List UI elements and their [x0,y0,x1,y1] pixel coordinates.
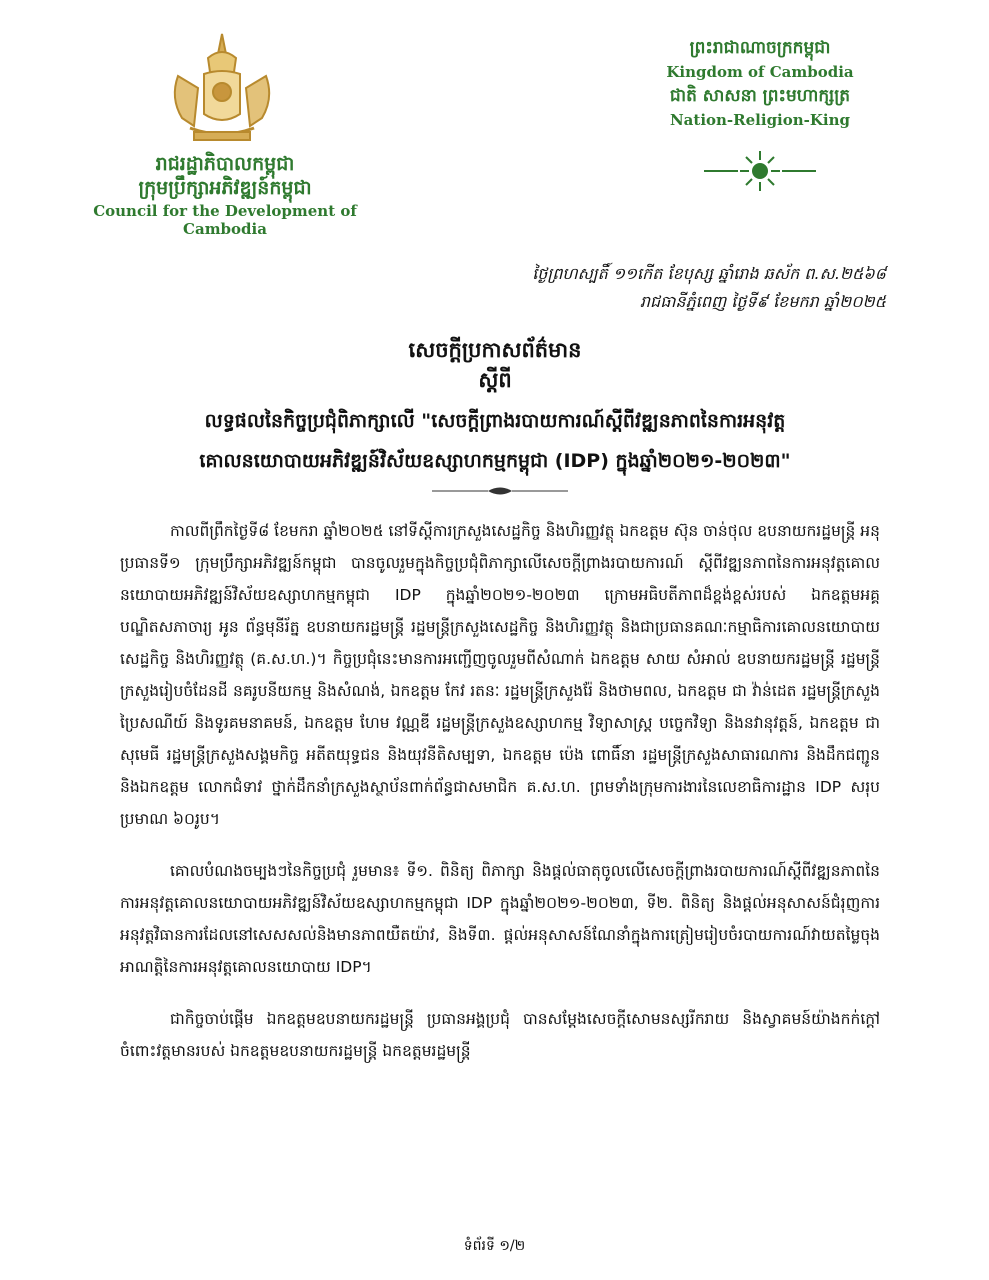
title-press-release: សេចក្តីប្រកាសព័ត៌មាន [408,338,582,362]
council-name-km: ក្រុមប្រឹក្សាអភិវឌ្ឍន៍កម្ពុជា [138,177,312,199]
title-regarding: ស្តីពី [478,368,512,392]
council-name-en: Council for the Development of Cambodia [93,202,357,238]
royal-coat-of-arms-emblem [160,28,284,146]
kingdom-name-en: Kingdom of Cambodia [666,63,854,81]
ornamental-divider [430,484,570,498]
issuer-header [60,152,390,238]
document-title [90,335,900,481]
kingdom-name-km: ព្រះរាជាណាចក្រកម្ពុជា [689,38,831,58]
document-body [120,515,880,1087]
paragraph-objectives: គោលបំណងចម្បងៗនៃកិច្ចប្រជុំ រួមមាន៖ ទី១. ពិនិត្យ ពិភាក្សា និងផ្តល់ធាតុចូលលើសេចក្តីព្រាងរបាយការណ៍ស្តីពីវឌ្ឍនភាពនៃការអនុវត្តគោលនយោបាយអភិវឌ្ឍន៍វិស័យឧស្សាហកម្មកម្ពុជា IDP ក្នុងឆ្នាំ២០២១-២០២៣, ទី២. ពិនិត្យ និងផ្តល់អនុសាសន៍ជំរុញការអនុវត្តវិធានការដែលនៅសេសសល់និងមានភាពយឺតយ៉ាវ, និងទី៣. ផ្តល់អនុសាសន៍ណែនាំក្នុងការត្រៀមរៀបចំរបាយការណ៍វាយតម្លៃចុងអាណត្តិនៃការអនុវត្តគោលនយោបាយ IDP។ [120,862,880,976]
page-number: ទំព័រទី ១/២ [463,1238,526,1254]
kingdom-header [660,36,860,132]
government-name-km: រាជរដ្ឋាភិបាលកម្ពុជា [155,153,295,175]
title-subject-line-1: លទ្ធផលនៃកិច្ចប្រជុំពិភាក្សាលើ "សេចក្តីព្រាងរបាយការណ៍ស្តីពីវឌ្ឍនភាពនៃការអនុវត្ត [204,410,786,432]
document-date [532,260,886,316]
lunar-date: ថ្ងៃព្រហស្បតិ៍ ១១កើត ខែបុស្ស ឆ្នាំរោង ឆស័ក ព.ស.២៥៦៨ [532,264,886,283]
title-subject-line-2: គោលនយោបាយអភិវឌ្ឍន៍វិស័យឧស្សាហកម្មកម្ពុជា (IDP) ក្នុងឆ្នាំ២០២១-២០២៣" [199,450,791,472]
paragraph-meeting-intro: កាលពីព្រឹកថ្ងៃទី៨ ខែមករា ឆ្នាំ២០២៥ នៅទីស្តីការក្រសួងសេដ្ឋកិច្ច និងហិរញ្ញវត្ថុ ឯកឧត្តម ស៊ុន ចាន់ថុល ឧបនាយករដ្ឋមន្ត្រី អនុប្រធានទី១ ក្រុមប្រឹក្សាអភិវឌ្ឍន៍កម្ពុជា បានចូលរួមក្នុងកិច្ចប្រជុំពិភាក្សាលើសេចក្តីព្រាងរបាយការណ៍ ស្តីពីវឌ្ឍនភាពនៃការអនុវត្តគោលនយោបាយអភិវឌ្ឍន៍វិស័យឧស្សាហកម្មកម្ពុជា IDP ក្នុងឆ្នាំ២០២១-២០២៣ ក្រោមអធិបតីភាពដ៏ខ្ពង់ខ្ពស់របស់ ឯកឧត្តមអគ្គបណ្ឌិតសភាចារ្យ អូន ព័ន្ធមុនីរ័ត្ន ឧបនាយករដ្ឋមន្ត្រី រដ្ឋមន្ត្រីក្រសួងសេដ្ឋកិច្ច និងហិរញ្ញវត្ថុ និងជាប្រធានគណៈកម្មាធិការគោលនយោបាយសេដ្ឋកិច្ច និងហិរញ្ញវត្ថុ (គ.ស.ហ.)។ កិច្ចប្រជុំនេះមានការអញ្ជើញចូលរួមពីសំណាក់ ឯកឧត្តម សាយ សំអាល់ ឧបនាយករដ្ឋមន្ត្រី រដ្ឋមន្ត្រីក្រសួងរៀបចំដែនដី នគរូបនីយកម្ម និងសំណង់, ឯកឧត្តម កែវ រតនៈ រដ្ឋមន្ត្រីក្រសួងរ៉ែ និងថាមពល, ឯកឧត្តម ជា វ៉ាន់ដេត រដ្ឋមន្ត្រីក្រសួងប្រៃសណីយ៍ និងទូរគមនាគមន៍, ឯកឧត្តម ហែម វណ្ណឌី រដ្ឋមន្ត្រីក្រសួងឧស្សាហកម្ម វិទ្យាសាស្ត្រ បច្ចេកវិទ្យា និងនវានុវត្តន៍, ឯកឧត្តម ជា សុមេធី រដ្ឋមន្ត្រីក្រសួងសង្គមកិច្ច អតីតយុទ្ធជន និងយុវនីតិសម្បទា, ឯកឧត្តម ប៉េង ពោធិ៍នា រដ្ឋមន្ត្រីក្រសួងសាធារណការ និងដឹកជញ្ជូន និងឯកឧត្តម លោកជំទាវ ថ្នាក់ដឹកនាំក្រសួងស្ថាប័នពាក់ព័ន្ធជាសមាជិក គ.ស.ហ. ព្រមទាំងក្រុមការងារនៃលេខាធិការដ្ឋាន IDP សរុបប្រមាណ ៦០រូប។ [120,522,880,828]
paragraph-opening: ជាកិច្ចចាប់ផ្តើម ឯកឧត្តមឧបនាយករដ្ឋមន្ត្រី ប្រធានអង្គប្រជុំ បានសម្តែងសេចក្តីសោមនស្សរីករាយ និងស្វាគមន៍យ៉ាងកក់ក្តៅចំពោះវត្តមានរបស់ ឯកឧត្តមឧបនាយករដ្ឋមន្ត្រី ឯកឧត្តមរដ្ឋមន្ត្រី [120,1010,880,1060]
ornament-sun-icon [700,146,820,196]
solar-date: រាជធានីភ្នំពេញ ថ្ងៃទី៩ ខែមករា ឆ្នាំ២០២៥ [639,292,886,311]
motto-km: ជាតិ សាសនា ព្រះមហាក្សត្រ [669,86,851,106]
motto-en: Nation-Religion-King [669,111,851,129]
